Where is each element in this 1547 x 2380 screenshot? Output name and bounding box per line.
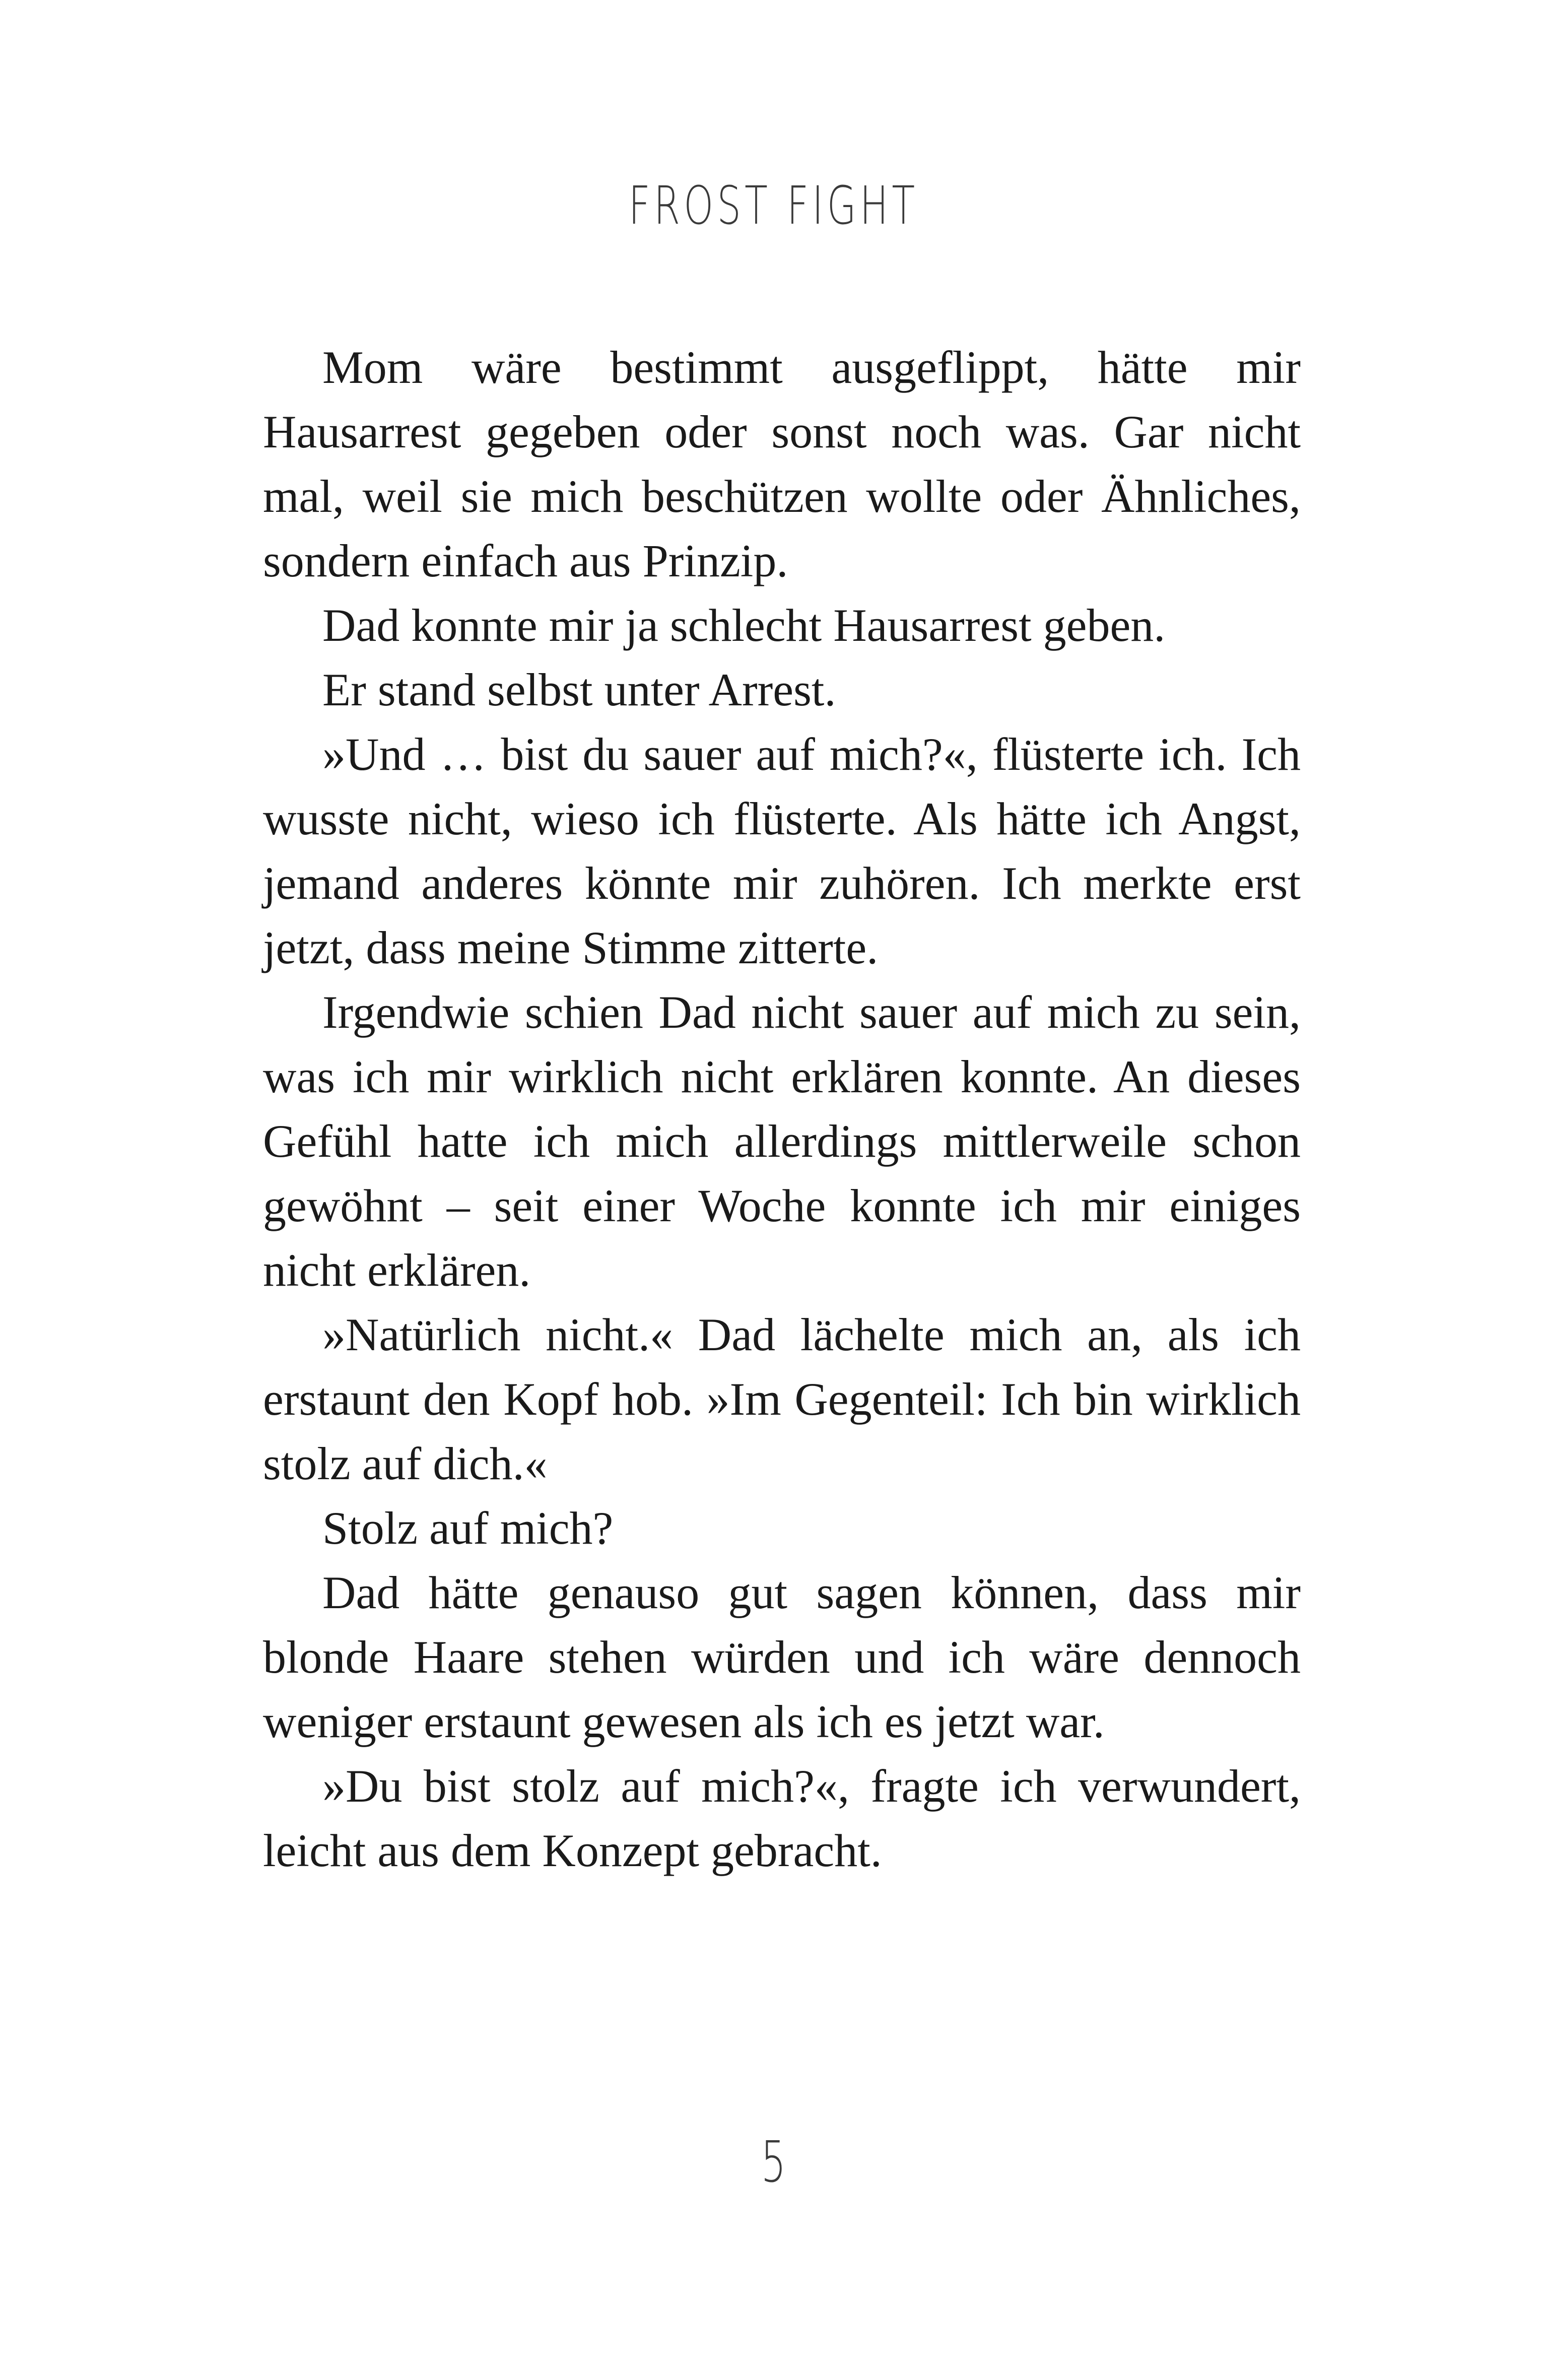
running-header-title: FROST FIGHT [628, 175, 919, 236]
paragraph: Dad hätte genauso gut sagen können, dass mir blonde Haare stehen würden und ich wäre dennoch weniger erstaunt gewesen als ich es jetzt war. [263, 1567, 1301, 1747]
paragraph: Dad konnte mir ja schlecht Hausarrest geben. [322, 600, 1166, 651]
paragraph: »Natürlich nicht.« Dad lächelte mich an, als ich erstaunt den Kopf hob. »Im Gegenteil: Ich bin wirklich stolz auf dich.« [263, 1309, 1301, 1489]
paragraph: »Und … bist du sauer auf mich?«, flüsterte ich. Ich wusste nicht, wieso ich flüsterte. Als hätte ich Angst, jemand anderes könnte mir zuhören. Ich merkte erst jetzt, dass meine Stimme zitterte. [263, 729, 1301, 973]
page-number: 5 [761, 2130, 786, 2195]
body-text [263, 335, 1301, 1883]
paragraph: Irgendwie schien Dad nicht sauer auf mich zu sein, was ich mir wirklich nicht erklären konnte. An dieses Gefühl hatte ich mich allerdings mittlerweile schon gewöhnt – seit einer Woche konnte ich mir einiges nicht erklären. [263, 986, 1301, 1296]
paragraph: Mom wäre bestimmt ausgeflippt, hätte mir Hausarrest gegeben oder sonst noch was. Gar nicht mal, weil sie mich beschützen wollte oder Ähnliches, sondern einfach aus Prinzip. [263, 342, 1301, 586]
paragraph: Stolz auf mich? [322, 1502, 614, 1554]
paragraph: Er stand selbst unter Arrest. [322, 664, 836, 715]
paragraph: »Du bist stolz auf mich?«, fragte ich verwundert, leicht aus dem Konzept gebracht. [263, 1760, 1301, 1876]
